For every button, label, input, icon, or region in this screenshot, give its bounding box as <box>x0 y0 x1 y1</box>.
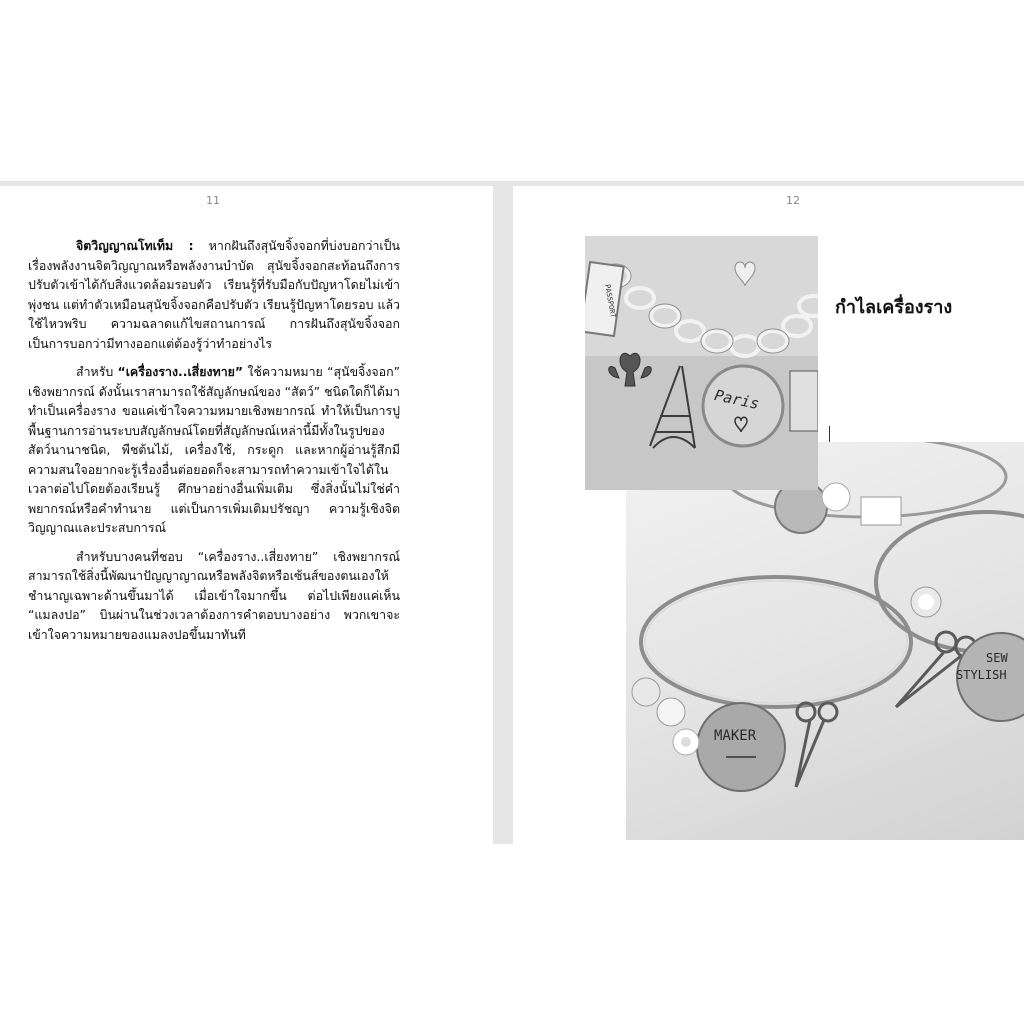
paragraph-1 <box>28 236 400 353</box>
bangle-bracelet-icon <box>641 577 911 707</box>
scissors-charm-icon <box>796 703 837 787</box>
stylish-charm-label: STYLISH <box>956 668 1007 682</box>
body-text <box>28 236 400 653</box>
paris-bracelet-photo <box>585 236 818 490</box>
paragraph-1-text: หากฝันถึงสุนัขจิ้งจอกที่บ่งบอกว่าเป็นเรื่องพลังงานจิตวิญญาณหรือพลังงานบำบัด สุนัขจิ้งจอกสะท้อนถึงการปรับตัวเข้าได้กับสิ่งแวดล้อมรอบตัว เรียนรู้ที่รับมือกับปัญหาโดยไม่เข้าพุ่งชน แต่ทำตัวเหมือนสุนัขจิ้งจอกคือปรับตัว เรียนรู้ปัญหาโดยรอบ แล้วใช้ไหวพริบ ความฉลาดแก้ไขสถานการณ์ การฝันถึงสุนัขจิ้งจอกเป็นการบอกว่ามีทางออกแต่ต้องรู้ว่าทำอย่างไร <box>28 238 400 351</box>
paragraph-2 <box>28 362 400 538</box>
text-cursor <box>829 426 830 442</box>
paragraph-2-text: ใช้ความหมาย “สุนัขจิ้งจอก” เชิงพยากรณ์ ดังนั้นเราสามารถใช้สัญลักษณ์ของ “สัตว์” ชนิดใดก็ได้มาทำเป็นเครื่องราง ขอแค่เข้าใจความหมายเชิงพยากรณ์ ทำให้เป็นการปูพื้นฐานการอ่านระบบสัญลักษณ์โดยที่สัญลักษณ์เหล่านี้มีทั้งในรูปของสัตว์นานาชนิด, พืชต้นไม้, เครื่องใช้, กระดูก และหากผู้อ่านรู้สึกมีความสนใจอยากจะรู้เรื่องอื่นต่อยอดก็จะสามารถทำความเข้าใจได้ในเวลาต่อไปโดยต้องเรียนรู้ ศึกษาอย่างอื่นเพิ่มเติม ซึ่งสิ่งนั้นไม่ใช่คำพยากรณ์หรือคำทำนาย แต่เป็นการเพิ่มเติมปรัชญา ความรู้เชิงจิตวิญญาณและประสบการณ์ <box>28 364 400 535</box>
paragraph-3-text: สำหรับบางคนที่ชอบ “เครื่องราง..เสี่ยงทาย” เชิงพยากรณ์ สามารถใช้สิ่งนี้พัฒนาปัญญาญาณหรือพลังจิตหรือเซ้นส์ของตนเองให้ชำนาญเฉพาะด้านขึ้นมาได้ เมื่อเข้าใจมากขึ้น ต่อไปเพียงแค่เห็น “แมลงปอ” บินผ่านในช่วงเวลาต้องการคำตอบบางอย่าง พวกเขาจะเข้าใจความหมายของแมลงปอขึ้นมาทันที <box>28 548 400 642</box>
page-left <box>0 186 493 844</box>
document-spread <box>0 181 1024 844</box>
page-number-left: 11 <box>206 194 220 207</box>
paragraph-1-bold: จิตวิญญาณโทเท็ม : <box>76 238 194 253</box>
page-number-right: 12 <box>786 194 800 207</box>
bangle-bracelets-illustration <box>626 442 1024 840</box>
paris-bracelet-illustration <box>585 236 818 490</box>
paragraph-2-bold: “เครื่องราง..เสี่ยงทาย” <box>117 364 244 379</box>
page-right <box>513 186 1024 844</box>
passport-charm-label: PASSPORT <box>603 283 617 319</box>
paragraph-3 <box>28 547 400 645</box>
paragraph-2-pre: สำหรับ <box>76 364 118 379</box>
photo-caption: กำไลเครื่องราง <box>835 297 953 318</box>
maker-charm-label: MAKER <box>714 728 757 744</box>
bangle-bracelets-photo <box>626 442 1024 840</box>
sew-charm-label: SEW <box>986 651 1008 665</box>
paris-charm-label: Paris <box>712 386 761 414</box>
